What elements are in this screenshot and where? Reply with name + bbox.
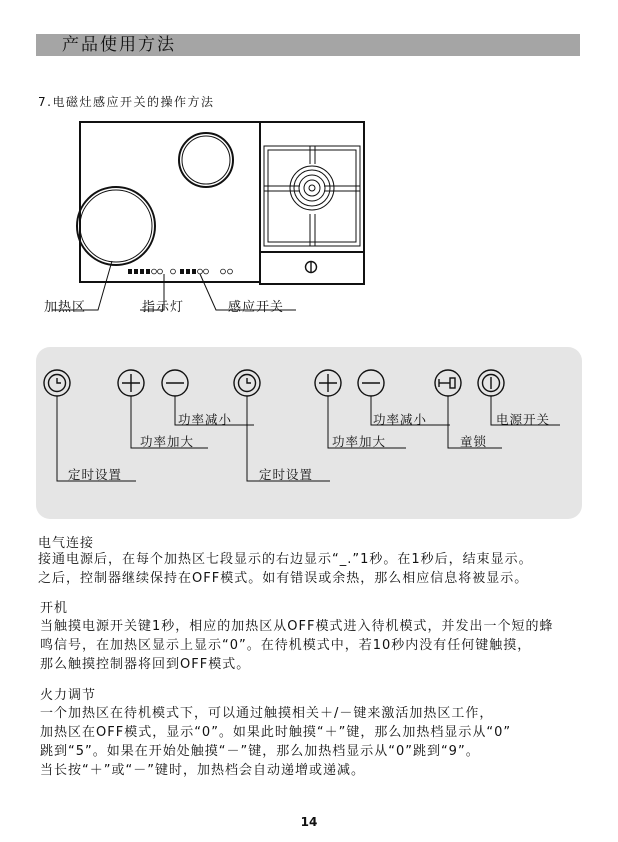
text-line: 接通电源后，在每个加热区七段显示的右边显示“_.”1秒。在1秒后，结束显示。	[38, 552, 533, 567]
text-line: 那么触摸控制器将回到OFF模式。	[40, 657, 251, 672]
header-bar	[36, 34, 580, 56]
label-power-increase-2: 功率加大	[332, 434, 387, 449]
gas-knob-panel	[260, 252, 364, 284]
heating-zone-large	[77, 187, 155, 265]
page-number: 14	[300, 815, 318, 829]
label-child-lock: 童锁	[460, 434, 488, 449]
text-line: 当长按“＋”或“－”键时，加热档会自动递增或递减。	[40, 763, 365, 778]
plus-icon	[118, 370, 144, 396]
timer-icon	[234, 370, 260, 396]
label-power-decrease: 功率减小	[178, 412, 233, 427]
heating-zone-small	[179, 133, 233, 187]
text-line: 一个加热区在待机模式下，可以通过触摸相关＋/－键来激活加热区工作，	[40, 706, 494, 721]
text-line: 当触摸电源开关键1秒，相应的加热区从OFF模式进入待机模式，并发出一个短的蜂	[40, 619, 554, 634]
text-line: 加热区在OFF模式，显示“0”。如果此时触摸“＋”键，那么加热档显示从“0”	[40, 725, 512, 740]
control-row	[128, 269, 232, 274]
text-line: 之后，控制器继续保持在OFF模式。如有错误或余热，那么相应信息将被显示。	[38, 571, 529, 586]
header-title: 产品使用方法	[62, 35, 176, 55]
plus-icon	[315, 370, 341, 396]
child-lock-icon	[435, 370, 461, 396]
timer-icon	[44, 370, 70, 396]
section-title: 7.电磁灶感应开关的操作方法	[38, 95, 215, 109]
gas-knob	[306, 262, 317, 273]
label-power-decrease-2: 功率减小	[373, 412, 428, 427]
heading-electrical-connection: 电气连接	[38, 536, 95, 551]
label-timer: 定时设置	[68, 467, 123, 482]
cooktop-diagram	[40, 118, 370, 328]
callout-indicator-light: 指示灯	[142, 300, 185, 315]
heating-zone-small-inner	[182, 136, 230, 184]
callout-heating-zone: 加热区	[44, 300, 87, 315]
text-line: 鸣信号，在加热区显示上显示“0”。在待机模式中，若10秒内没有任何键触摸，	[40, 638, 532, 653]
paragraph-heat-adjust	[40, 704, 511, 780]
paragraph-electrical-connection	[38, 550, 533, 588]
heading-heat-adjust: 火力调节	[40, 688, 97, 703]
minus-icon	[162, 370, 188, 396]
label-timer-2: 定时设置	[259, 467, 314, 482]
heading-power-on: 开机	[40, 601, 69, 616]
minus-icon	[358, 370, 384, 396]
gas-section	[260, 122, 364, 252]
heating-zone-large-inner	[80, 190, 152, 262]
text-line: 跳到“5”。如果在开始处触摸“－”键，那么加热档显示从“0”跳到“9”。	[40, 744, 480, 759]
label-power-switch: 电源开关	[496, 412, 551, 427]
power-icon	[478, 370, 504, 396]
paragraph-power-on	[40, 617, 553, 674]
gas-grate	[264, 146, 360, 246]
callout-touch-switch: 感应开关	[228, 300, 285, 315]
induction-surface	[80, 122, 260, 282]
control-panel-symbols	[36, 347, 582, 519]
label-power-increase: 功率加大	[140, 434, 195, 449]
